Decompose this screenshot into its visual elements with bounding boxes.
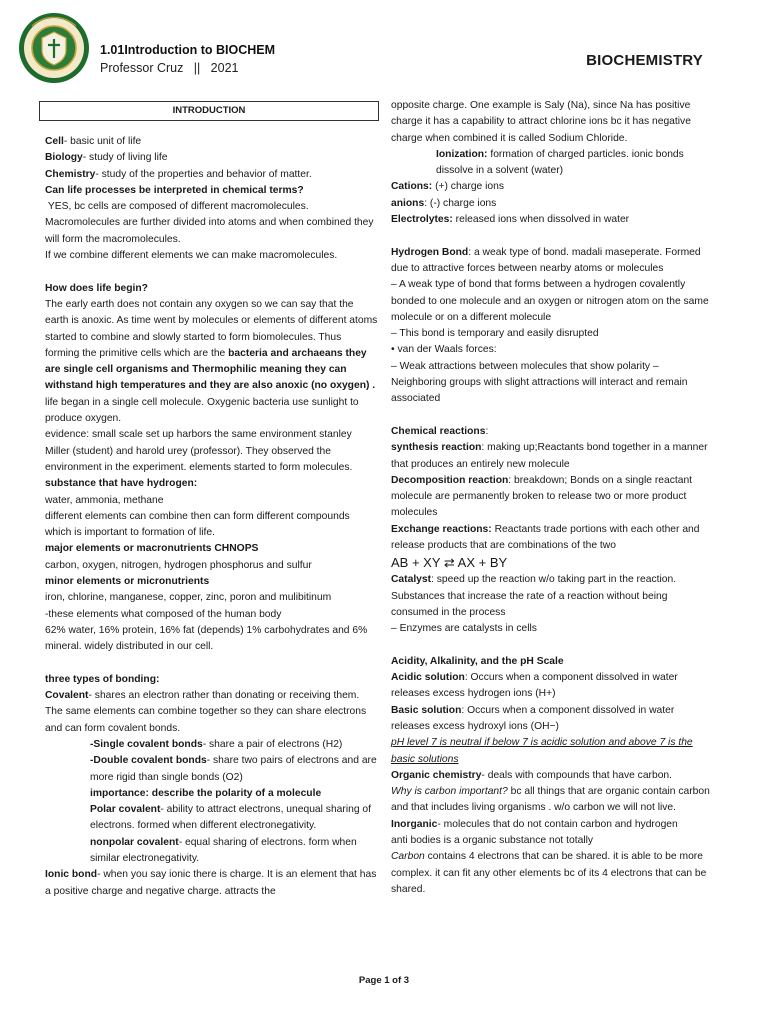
exchange-equation: AB + XY ⇄ AX + BY bbox=[391, 555, 508, 571]
polar-covalent-line bbox=[45, 802, 378, 835]
cations-term: Cations: bbox=[391, 181, 433, 193]
minor-elements-heading: minor elements or micronutrients bbox=[45, 576, 210, 588]
right-column bbox=[391, 98, 716, 898]
cell-line bbox=[45, 134, 378, 150]
antibodies-line: anti bodies is a organic substance not totally bbox=[391, 835, 594, 847]
nonpolar-covalent-line bbox=[45, 835, 378, 868]
nonpolar-covalent-term: nonpolar covalent bbox=[90, 836, 179, 848]
ionic-bond-def: - when you say ionic there is charge. It is an element that has a positive charge and negative charge. attracts the bbox=[45, 869, 377, 897]
ionization-line bbox=[391, 147, 716, 180]
synthesis-line bbox=[391, 440, 716, 473]
life-begin-bold: bacteria and archaeans they are single cell organisms and Thermophilic meaning they can withstand high temperatures and they are also anoxic (no oxygen) . bbox=[45, 347, 376, 392]
electrolytes-line bbox=[391, 212, 716, 228]
document-subtitle: Professor Cruz || 2021 bbox=[100, 61, 239, 75]
decomposition-line bbox=[391, 473, 716, 522]
organic-chemistry-line bbox=[391, 768, 716, 784]
acidic-line bbox=[391, 670, 716, 703]
importance-line: importance: describe the polarity of a molecule bbox=[90, 787, 322, 799]
organic-chemistry-term: Organic chemistry bbox=[391, 769, 482, 781]
synthesis-term: synthesis reaction bbox=[391, 442, 482, 454]
hydrogen-substances-list: water, ammonia, methane bbox=[45, 494, 164, 506]
catalyst-line bbox=[391, 572, 716, 621]
hydrogen-bond-def: : a weak type of bond. madali maseperate. Formed due to attractive forces between nearby atoms or molecules bbox=[391, 246, 701, 274]
synthesis-def: : making up;Reactants bond together in a manner that produces an entirely new molecule bbox=[391, 442, 708, 470]
answer-line-3: If we combine different elements we can make macromolecules. bbox=[45, 250, 338, 262]
anions-line bbox=[391, 196, 716, 212]
biology-term: Biology bbox=[45, 152, 83, 164]
hydrogen-bond-detail-2: – This bond is temporary and easily disrupted bbox=[391, 328, 599, 340]
basic-term: Basic solution bbox=[391, 704, 462, 716]
covalent-term: Covalent bbox=[45, 690, 89, 702]
hydrogen-bond-detail-1: – A weak type of bond that forms between a hydrogen covalently bonded to one molecule and an oxygen or nitrogen atom on the same molecule or on a different molecule bbox=[391, 279, 709, 323]
question-life-begin: How does life begin? bbox=[45, 282, 148, 294]
course-title: BIOCHEMISTRY bbox=[586, 52, 703, 69]
single-covalent-line bbox=[45, 737, 378, 753]
question-life-processes: Can life processes be interpreted in chemical terms? bbox=[45, 184, 304, 196]
acidic-term: Acidic solution bbox=[391, 672, 465, 684]
catalyst-def: : speed up the reaction w/o taking part in the reaction. Substances that increase the rate of a reaction without being consumed in the process bbox=[391, 574, 677, 618]
exchange-def: Reactants trade portions with each other and release products that are combinations of the two bbox=[391, 523, 700, 552]
university-seal-logo bbox=[18, 12, 90, 84]
carbon-importance-line bbox=[391, 784, 716, 817]
decomposition-def: : breakdown; Bonds on a single reactant molecule are permanently broken to release two or more product molecules bbox=[391, 474, 693, 519]
minor-elements-list: iron, chlorine, manganese, copper, zinc, poron and mulibitinum bbox=[45, 592, 332, 604]
carbon-def: contains 4 electrons that can be shared. it is able to be more complex. it can fit any other elements bc of its 4 electrons that can be shared. bbox=[391, 851, 707, 895]
hydrogen-bond-term: Hydrogen Bond bbox=[391, 246, 469, 258]
enzymes-line: – Enzymes are catalysts in cells bbox=[391, 623, 537, 635]
hydrogen-bond-line bbox=[391, 245, 716, 278]
van-der-waals-line: • van der Waals forces: bbox=[391, 344, 497, 356]
minor-elements-note: -these elements what composed of the human body bbox=[45, 608, 282, 620]
cell-term: Cell bbox=[45, 136, 64, 147]
polar-covalent-term: Polar covalent bbox=[90, 804, 161, 816]
ph-note: pH level 7 is neutral if below 7 is acidic solution and above 7 is the basic solutions bbox=[391, 737, 693, 765]
biology-line bbox=[45, 150, 378, 166]
inorganic-term: Inorganic bbox=[391, 818, 438, 830]
body-composition: 62% water, 16% protein, 16% fat (depends) 1% carbohydrates and 6% mineral. widely distributed in our cell. bbox=[45, 624, 368, 653]
nonpolar-covalent-def: - equal sharing of electrons. form when similar electronegativity. bbox=[90, 836, 357, 865]
cations-def: (+) charge ions bbox=[432, 181, 505, 193]
page-number: Page 1 of 3 bbox=[358, 975, 410, 986]
ionic-bond-term: Ionic bond bbox=[45, 869, 98, 881]
evidence-paragraph: evidence: small scale set up harbors the same environment stanley Miller (student) and harold urey (professor). They observed the environment in the experiment. elements started to form molecules. bbox=[45, 429, 353, 473]
ionic-continuation: opposite charge. One example is Saly (Na), since Na has positive charge it has a capability to attract chlorine ions bc it has negative charge when combined it is called Sodium Chloride. bbox=[391, 100, 691, 144]
inorganic-def: - molecules that do not contain carbon and hydrogen bbox=[437, 818, 678, 830]
ionization-def: formation of charged particles. ionic bonds dissolve in a solvent (water) bbox=[436, 148, 684, 177]
basic-def: : Occurs when a component dissolved in water releases excess hydroxyl ions (OH−) bbox=[391, 704, 675, 732]
exchange-line bbox=[391, 522, 716, 555]
basic-line bbox=[391, 703, 716, 736]
electrolytes-def: released ions when dissolved in water bbox=[452, 214, 630, 226]
ionic-bond-line bbox=[45, 867, 378, 900]
exchange-term: Exchange reactions: bbox=[391, 523, 492, 535]
decomposition-term: Decomposition reaction bbox=[391, 474, 509, 486]
covalent-def: - shares an electron rather than donating or receiving them. The same elements can combine together so they can share electrons and can form covalent bonds. bbox=[45, 690, 367, 734]
bonding-types-heading: three types of bonding: bbox=[45, 673, 160, 685]
chemistry-def: - study of the properties and behavior of matter. bbox=[95, 168, 312, 180]
cations-line bbox=[391, 179, 716, 195]
life-begin-text: The early earth does not contain any oxygen so we can say that the earth is anoxic. As time went by molecules or elements of different atoms started to combine and slowly started to form biomolecules. Thus forming the primitive cells which are the bbox=[45, 298, 378, 359]
answer-line-2: Macromolecules are further divided into atoms and when combined they will form the macromolecules. bbox=[45, 217, 374, 245]
double-covalent-term: -Double covalent bonds bbox=[90, 755, 207, 767]
biology-def: - study of living life bbox=[82, 152, 168, 164]
cell-def: - basic unit of life bbox=[63, 136, 142, 147]
carbon-importance-question: Why is carbon important? bbox=[391, 786, 508, 798]
double-covalent-def: - share two pairs of electrons and are more rigid than single bonds (O2) bbox=[90, 755, 377, 783]
carbon-importance-answer: bc all things that are organic contain carbon and that includes living organisms . w/o carbon we will not live. bbox=[391, 786, 710, 814]
document-title: 1.01Introduction to BIOCHEM bbox=[100, 43, 275, 57]
hydrogen-substances-heading: substance that have hydrogen: bbox=[45, 478, 198, 490]
acidic-def: : Occurs when a component dissolved in water releases excess hydrogen ions (H+) bbox=[391, 672, 678, 700]
answer-line-1: YES, bc cells are composed of different macromolecules. bbox=[45, 201, 309, 213]
introduction-heading: INTRODUCTION bbox=[172, 105, 246, 116]
single-covalent-def: - share a pair of electrons (H2) bbox=[202, 738, 343, 750]
organic-chemistry-def: - deals with compounds that have carbon. bbox=[481, 769, 673, 781]
ionization-term: Ionization: bbox=[436, 148, 488, 160]
chemistry-line bbox=[45, 167, 378, 183]
polar-covalent-def: - ability to attract electrons, unequal sharing of electrons. formed when different electronegativity. bbox=[90, 804, 372, 832]
chemical-reactions-term: Chemical reactions bbox=[391, 425, 486, 437]
catalyst-term: Catalyst bbox=[391, 574, 432, 586]
double-covalent-line bbox=[45, 753, 378, 786]
hydrogen-paragraph: different elements can combine then can form different compounds which is important to formation of life. bbox=[45, 510, 350, 539]
inorganic-line bbox=[391, 817, 716, 833]
life-begin-text-2: life began in a single cell molecule. Oxygenic bacteria use sunlight to produce oxygen. bbox=[45, 396, 359, 425]
life-begin-paragraph bbox=[45, 297, 378, 427]
ph-heading: Acidity, Alkalinity, and the pH Scale bbox=[391, 655, 564, 667]
van-der-waals-detail: – Weak attractions between molecules that show polarity – Neighboring groups with slight attractions will interact and remain associated bbox=[391, 360, 688, 405]
left-column bbox=[45, 134, 378, 900]
anions-def: : (-) charge ions bbox=[424, 197, 497, 209]
chemistry-term: Chemistry bbox=[45, 168, 96, 180]
chemical-reactions-heading bbox=[391, 424, 716, 440]
chemical-reactions-colon: : bbox=[485, 425, 489, 437]
covalent-line bbox=[45, 688, 378, 737]
introduction-heading-box bbox=[39, 101, 379, 121]
single-covalent-term: -Single covalent bonds bbox=[90, 738, 203, 750]
major-elements-heading: major elements or macronutrients CHNOPS bbox=[45, 543, 259, 555]
carbon-term: Carbon bbox=[391, 851, 425, 863]
electrolytes-term: Electrolytes: bbox=[391, 214, 453, 226]
major-elements-list: carbon, oxygen, nitrogen, hydrogen phosphorus and sulfur bbox=[45, 559, 312, 571]
carbon-electrons-line bbox=[391, 849, 716, 898]
anions-term: anions bbox=[391, 197, 425, 209]
